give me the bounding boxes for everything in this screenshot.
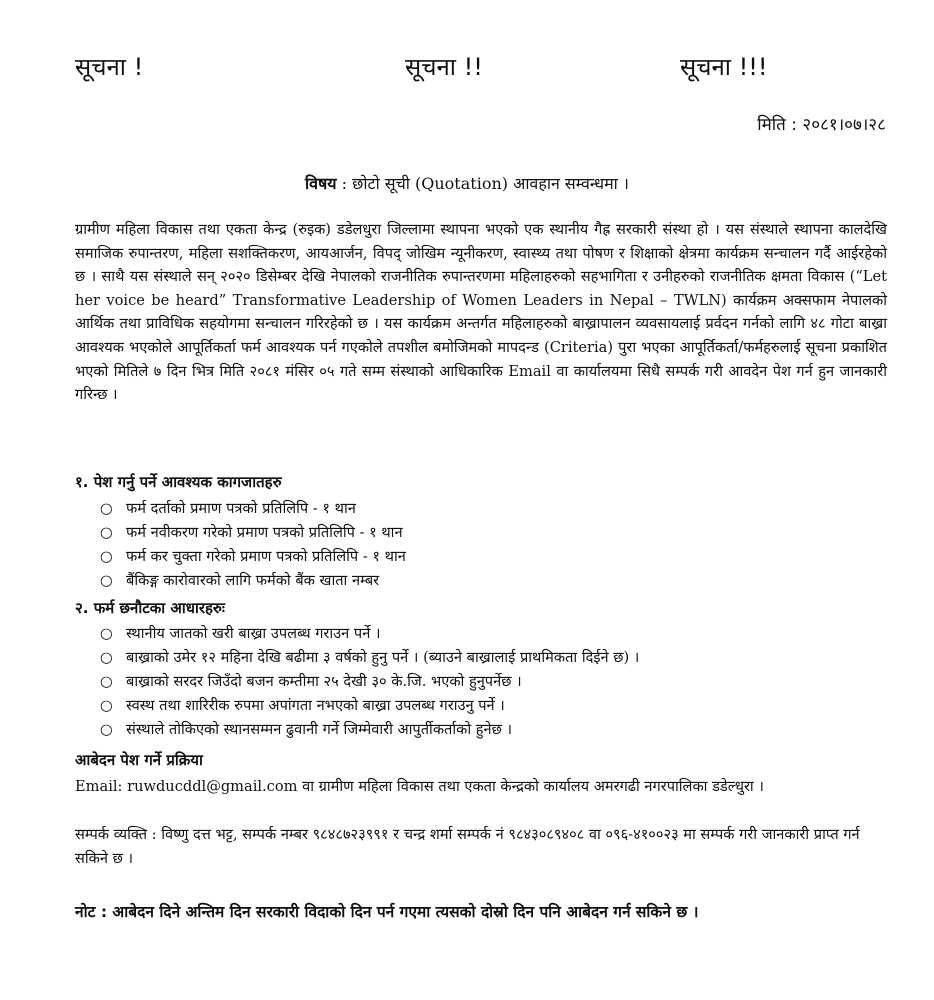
application-email-paragraph (75, 775, 887, 799)
closing-note: नोट : आबेदन दिने अन्तिम दिन सरकारी विदाको दिन पर्न गएमा त्यसको दोस्रो दिन पनि आबेदन गर्न सकिने छ । (75, 903, 699, 921)
circle-bullet-icon: ○ (100, 721, 113, 738)
notice-date: मिति : २०८१।०७।२८ (757, 115, 886, 135)
list-item (100, 670, 639, 694)
section-2-title: २. फर्म छनौटका आधारहरुः (75, 599, 225, 617)
list-item-text: फर्म कर चुक्ता गरेको प्रमाण पत्रको प्रतिलिपि - १ थान (126, 548, 406, 565)
circle-bullet-icon: ○ (100, 673, 113, 690)
email-rest-text: वा ग्रामीण महिला विकास तथा एकता केन्द्रको कार्यालय अमरगढी नगरपालिका डडेल्धुरा । (297, 778, 764, 795)
circle-bullet-icon: ○ (100, 500, 113, 517)
list-item (100, 622, 639, 646)
list-item (100, 521, 406, 545)
list-item (100, 497, 406, 521)
selection-criteria-list (100, 622, 639, 742)
notice-heading-2: सूचना !! (405, 53, 483, 81)
list-item-text: फर्म दर्ताको प्रमाण पत्रको प्रतिलिपि - १ थान (126, 500, 356, 517)
circle-bullet-icon: ○ (100, 697, 113, 714)
list-item-text: फर्म नवीकरण गरेको प्रमाण पत्रको प्रतिलिपि - १ थान (126, 524, 403, 541)
notice-heading-3: सूचना !!! (680, 53, 768, 81)
list-item-text: स्थानीय जातको खरी बाख्रा उपलब्ध गराउन पर्ने । (126, 625, 381, 642)
list-item (100, 545, 406, 569)
list-item-text: स्वस्थ तथा शारिरीक रुपमा अपांगता नभएको बाख्रा उपलब्ध गराउनु पर्ने । (126, 697, 505, 714)
list-item (100, 646, 639, 670)
email-label: Email: (75, 778, 128, 795)
email-address: ruwducddl@gmail.com (127, 778, 298, 795)
subject-line (0, 172, 934, 194)
notice-heading-1: सूचना ! (75, 53, 144, 81)
contact-paragraph: सम्पर्क व्यक्ति : विष्णु दत्त भट्ट, सम्पर्क नम्बर ९८४८७२३९९१ र चन्द्र शर्मा सम्पर्क नं ९८४३०८९४०८ वा ०९६-४१००२३ मा सम्पर्क गरी जानकारी प्राप्त गर्न सकिने छ । (75, 826, 860, 867)
list-item-text: बाख्राको सरदर जिउँदो बजन कम्तीमा २५ देखी ३० के.जि. भएको हुनुपर्नेछ । (126, 673, 522, 690)
circle-bullet-icon: ○ (100, 572, 113, 589)
circle-bullet-icon: ○ (100, 625, 113, 642)
list-item-text: बाख्राको उमेर १२ महिना देखि बढीमा ३ वर्षको हुनु पर्ने । (ब्याउने बाख्रालाई प्राथमिकता दिईने छ) । (126, 649, 640, 666)
application-process-title: आबेदन पेश गर्ने प्रक्रिया (75, 751, 203, 769)
section-1-title: १. पेश गर्नु पर्ने आवश्यक कागजातहरु (75, 473, 282, 491)
subject-label: विषय (305, 174, 337, 193)
list-item (100, 694, 639, 718)
subject-text: : छोटो सूची (Quotation) आवहान सम्वन्धमा । (336, 174, 629, 193)
list-item (100, 718, 639, 742)
required-documents-list (100, 497, 406, 593)
list-item (100, 569, 406, 593)
list-item-text: बैंकिङ्ग कारोवारको लागि फर्मको बैंक खाता नम्बर (126, 572, 380, 589)
list-item-text: संस्थाले तोकिएको स्थानसम्मन ढुवानी गर्ने जिम्मेवारी आपुर्तीकर्ताको हुनेछ । (126, 721, 513, 738)
intro-paragraph: ग्रामीण महिला विकास तथा एकता केन्द्र (रुइक) डडेलधुरा जिल्लामा स्थापना भएको एक स्थानीय गैह्र सरकारी संस्था हो । यस संस्थाले स्थापना कालदेखि समाजिक रुपान्तरण, महिला सशक्तिकरण, आयआर्जन, विपद् जोखिम न्यूनीकरण, स्वास्थ्य तथा पोषण र शिक्षाको क्षेत्रमा कार्यक्रम सन्चालन गर्दै आईरहेको छ । साथै यस संस्थाले सन् २०२० डिसेम्बर देखि नेपालको राजनीतिक रुपान्तरणमा महिलाहरुको सहभागिता र उनीहरुको राजनीतिक क्षमता विकास (“Let her voice be heard” Transformative Leadership of Women Leaders in Nepal – TWLN) कार्यक्रम अक्सफाम नेपालको आर्थिक तथा प्राविधिक सहयोगमा सन्चालन गरिरहेको छ । यस कार्यक्रम अन्तर्गत महिलाहरुको बाख्रापालन व्यवसायलाई प्रर्वदन गर्नको लागि ४८ गोटा बाख्रा आवश्यक भएकोले आपूर्तिकर्ता फर्म आवश्यक पर्न गएकोले तपशील बमोजिमको मापदन्ड (Criteria) पुरा भएका आपूर्तिकर्ता/फर्महरुलाई सूचना प्रकाशित भएको मितिले ७ दिन भित्र मिति २०८१ मंसिर ०५ गते सम्म संस्थाको आधिकारिक Email वा कार्यालयमा सिधै सम्पर्क गरी आवदेन पेश गर्न हुन जानकारी गरिन्छ । (75, 221, 887, 404)
circle-bullet-icon: ○ (100, 524, 113, 541)
circle-bullet-icon: ○ (100, 649, 113, 666)
circle-bullet-icon: ○ (100, 548, 113, 565)
